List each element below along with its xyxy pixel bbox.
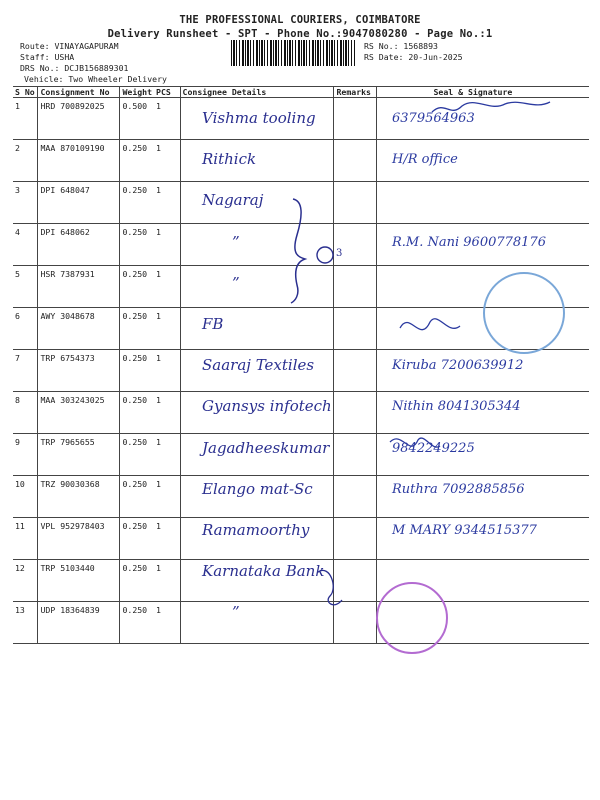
cell-consignment: TRP 7965655 <box>38 434 120 476</box>
handwritten-consignee: Saaraj Textiles <box>202 356 315 375</box>
handwritten-consignee: ” <box>232 603 240 622</box>
vehicle-label: Vehicle: Two Wheeler Delivery <box>24 74 167 84</box>
cell-sno: 13 <box>13 602 38 644</box>
cell-weight: 0.250 <box>120 602 154 644</box>
handwritten-consignee: Nagaraj <box>202 191 264 210</box>
handwritten-signature: H/R office <box>392 152 458 168</box>
handwritten-signature: R.M. Nani 9600778176 <box>392 234 546 250</box>
cell-weight: 0.250 <box>120 518 154 560</box>
cell-consignment: AWY 3048678 <box>38 308 120 350</box>
handwritten-consignee: Gyansys infotech <box>202 397 332 416</box>
cell-consignment: DPI 648062 <box>38 224 120 266</box>
handwritten-signature: Nithin 8041305344 <box>392 399 521 415</box>
col-header-consignment: Consignment No <box>38 87 120 98</box>
handwritten-consignee: Rithick <box>202 150 257 169</box>
handwritten-signature: M MARY 9344515377 <box>392 523 537 538</box>
cell-sno: 10 <box>13 476 38 518</box>
cell-pcs: 1 <box>154 140 180 182</box>
cell-sno: 5 <box>13 266 38 308</box>
col-header-pcs: PCS <box>154 87 180 98</box>
handwritten-signature: Ruthra 7092885856 <box>392 481 525 497</box>
cell-pcs: 1 <box>154 308 180 350</box>
cell-pcs: 1 <box>154 518 180 560</box>
cell-consignment: HRD 700892025 <box>38 98 120 140</box>
cell-sno: 2 <box>13 140 38 182</box>
col-header-weight: Weight <box>120 87 154 98</box>
handwritten-consignee: Vishma tooling <box>202 109 316 127</box>
handwritten-consignee: FB <box>202 315 224 333</box>
cell-consignment: TRP 5103440 <box>38 560 120 602</box>
cell-weight: 0.250 <box>120 392 154 434</box>
cell-consignment: DPI 648047 <box>38 182 120 224</box>
col-header-sno: S No <box>13 87 38 98</box>
cell-sno: 12 <box>13 560 38 602</box>
cell-weight: 0.250 <box>120 182 154 224</box>
cell-pcs: 1 <box>154 350 180 392</box>
cell-weight: 0.250 <box>120 266 154 308</box>
company-title: THE PROFESSIONAL COURIERS, COIMBATORE <box>179 14 421 26</box>
cell-pcs: 1 <box>154 266 180 308</box>
handwritten-consignee: Jagadheeskumar <box>202 438 330 457</box>
handwritten-signature: 9842249225 <box>392 440 475 456</box>
cell-weight: 0.250 <box>120 434 154 476</box>
col-header-seal: Seal & Signature <box>377 87 589 98</box>
cell-sno: 11 <box>13 518 38 560</box>
cell-weight: 0.250 <box>120 140 154 182</box>
handwritten-signature: 6379564963 <box>392 111 475 126</box>
staff-label: Staff: USHA <box>20 52 75 62</box>
cell-sno: 1 <box>13 98 38 140</box>
cell-pcs: 1 <box>154 560 180 602</box>
cell-pcs: 1 <box>154 224 180 266</box>
cell-pcs: 1 <box>154 182 180 224</box>
cell-pcs: 1 <box>154 434 180 476</box>
route-label: Route: VINAYAGAPURAM <box>20 41 119 51</box>
cell-pcs: 1 <box>154 392 180 434</box>
cell-pcs: 1 <box>154 476 180 518</box>
cell-consignment: HSR 7387931 <box>38 266 120 308</box>
cell-sno: 3 <box>13 182 38 224</box>
handwritten-signature: Kiruba 7200639912 <box>392 358 524 374</box>
cell-sno: 4 <box>13 224 38 266</box>
cell-consignment: TRZ 90030368 <box>38 476 120 518</box>
cell-consignment: TRP 6754373 <box>38 350 120 392</box>
cell-sno: 7 <box>13 350 38 392</box>
cell-consignment: MAA 303243025 <box>38 392 120 434</box>
col-header-remarks: Remarks <box>334 87 377 98</box>
group-count: 3 <box>336 248 343 259</box>
cell-weight: 0.250 <box>120 350 154 392</box>
handwritten-consignee: Ramamoorthy <box>202 521 310 539</box>
cell-sno: 8 <box>13 392 38 434</box>
handwritten-consignee: Karnataka Bank <box>202 562 325 581</box>
handwritten-consignee: ” <box>232 232 240 251</box>
cell-pcs: 1 <box>154 602 180 644</box>
cell-sno: 9 <box>13 434 38 476</box>
cell-weight: 0.500 <box>120 98 154 140</box>
cell-consignment: VPL 952978403 <box>38 518 120 560</box>
rs-date: RS Date: 20-Jun-2025 <box>364 52 463 62</box>
runsheet-subtitle: Delivery Runsheet - SPT - Phone No.:9047080280 - Page No.:1 <box>107 28 493 40</box>
rs-number: RS No.: 1568893 <box>364 41 438 51</box>
col-header-consignee: Consignee Details <box>180 87 334 98</box>
cell-sno: 6 <box>13 308 38 350</box>
cell-weight: 0.250 <box>120 224 154 266</box>
handwritten-consignee: ” <box>232 273 240 292</box>
cell-pcs: 1 <box>154 98 180 140</box>
cell-weight: 0.250 <box>120 308 154 350</box>
handwritten-consignee: Elango mat-Sc <box>202 479 313 498</box>
cell-consignment: UDP 18364839 <box>38 602 120 644</box>
cell-consignment: MAA 870109190 <box>38 140 120 182</box>
cell-weight: 0.250 <box>120 560 154 602</box>
cell-weight: 0.250 <box>120 476 154 518</box>
drs-label: DRS No.: DCJB156889301 <box>20 63 129 73</box>
